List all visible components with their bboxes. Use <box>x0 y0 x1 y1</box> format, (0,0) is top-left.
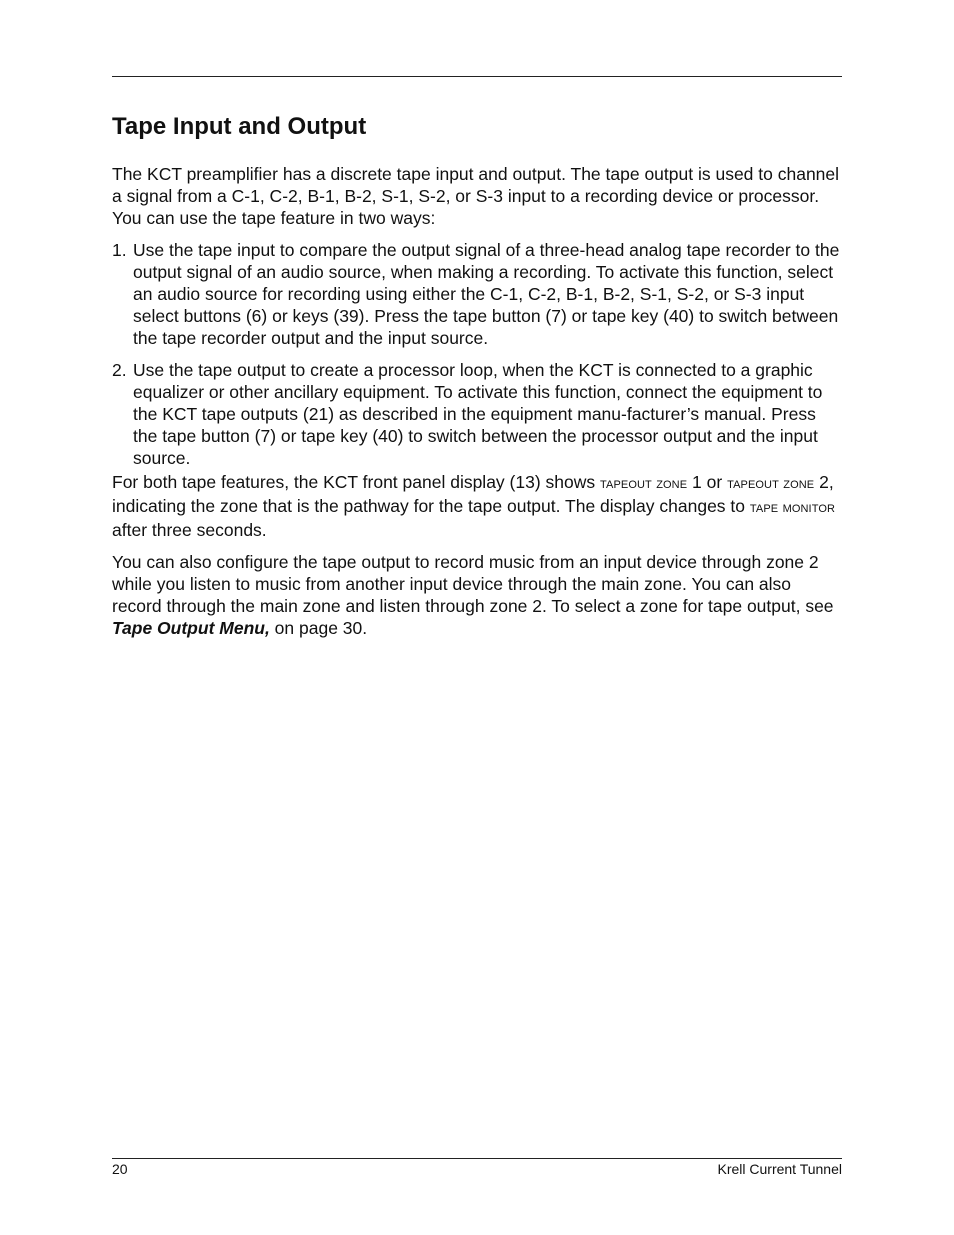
display-paragraph: For both tape features, the KCT front panel display (13) shows tapeout zone 1 or tapeout zone 2, indicating the zone that is the pathway for the tape output. The display changes to tape monitor after three seconds. <box>112 472 836 540</box>
cross-reference-link[interactable]: Tape Output Menu, <box>112 618 270 638</box>
body-content <box>112 163 842 639</box>
list-text: Use the tape output to create a processor loop, when the KCT is connected to a graphic equalizer or other ancillary equipment. To activate this function, connect the equipment to the KCT tape outputs (21) as described in the equipment manu-facturer’s manual. Press the tape button (7) or tape key (40) to switch between the processor output and the input source. <box>133 360 823 468</box>
page-number: 20 <box>112 1161 128 1177</box>
section-heading: Tape Input and Output <box>112 113 367 140</box>
display-message: tape monitor <box>749 499 836 516</box>
display-message: tapeout zone <box>727 475 815 492</box>
list-text: Use the tape input to compare the output signal of a three-head analog tape recorder to the output signal of an audio source, when making a recording. To activate this function, select an audio source for recording using either the C-1, C-2, B-1, B-2, S-1, S-2, or S-3 input select buttons (6) or keys (39). Press the tape button (7) or tape key (40) to switch between the tape recorder output and the input source. <box>133 240 840 348</box>
footer-product-name: Krell Current Tunnel <box>717 1161 842 1177</box>
intro-paragraph: The KCT preamplifier has a discrete tape input and output. The tape output is used to channel a signal from a C-1, C-2, B-1, B-2, S-1, S-2, or S-3 input to a recording device or processor. You can use the tape feature in two ways: <box>112 164 840 228</box>
list-number: 2. <box>112 360 127 380</box>
footer-rule <box>112 1158 842 1159</box>
zone-paragraph: You can also configure the tape output to record music from an input device through zone 2 while you listen to music from another input device through the main zone. You can also record through the main zone and listen through zone 2. To select a zone for tape output, see Tape Output Menu, on page 30. <box>112 552 834 638</box>
list-item-2 <box>112 359 842 469</box>
header-rule <box>112 76 842 77</box>
list-item-1 <box>112 239 842 349</box>
list-number: 1. <box>112 240 127 260</box>
display-message: tapeout zone <box>600 475 688 492</box>
